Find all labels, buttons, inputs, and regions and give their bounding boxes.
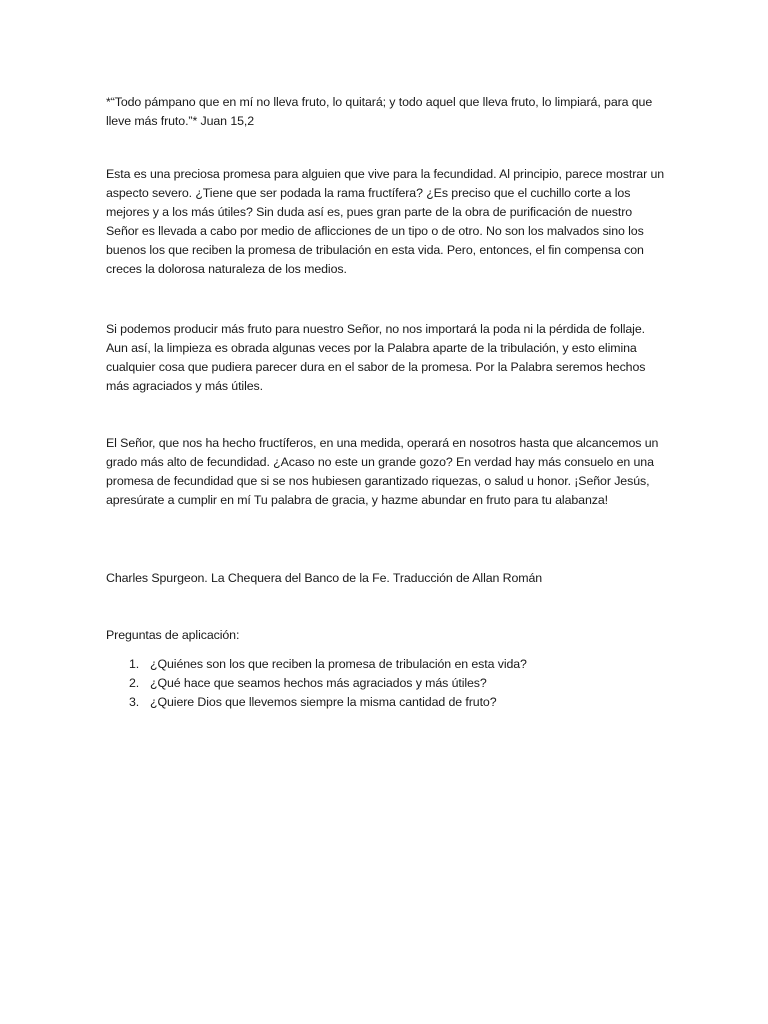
question-number: 1.: [129, 657, 140, 671]
scripture-quote: *“Todo pámpano que en mí no lleva fruto, lo quitará; y todo aquel que lleva fruto, lo limpiará, para que lleve más fruto.”* Juan 15,2: [106, 95, 653, 128]
paragraph-1: Esta es una preciosa promesa para alguien que vive para la fecundidad. Al principio, parece mostrar un aspecto severo. ¿Tiene que ser podada la rama fructífera? ¿Es preciso que el cuchillo corte a los mejores y a los más útiles? Sin duda así es, pues gran parte de la obra de purificación de nuestro Señor es llevada a cabo por medio de aflicciones de un tipo o de otro. No son los malvados sino los buenos los que reciben la promesa de tribulación en esta vida. Pero, entonces, el fin compensa con creces la dolorosa naturaleza de los medios.: [106, 167, 665, 276]
paragraph-3: El Señor, que nos ha hecho fructíferos, en una medida, operará en nosotros hasta que alcancemos un grado más alto de fecundidad. ¿Acaso no este un grande gozo? En verdad hay más consuelo en una promesa de fecundidad que si se nos hubiesen garantizado riquezas, o salud u honor. ¡Señor Jesús, apresúrate a cumplir en mí Tu palabra de gracia, y hazme abundar en fruto para tu alabanza!: [106, 436, 659, 507]
list-item: [106, 655, 666, 674]
question-number: 3.: [129, 695, 140, 709]
question-text: ¿Qué hace que seamos hechos más agraciados y más útiles?: [150, 676, 487, 690]
list-item: [106, 693, 666, 712]
attribution: Charles Spurgeon. La Chequera del Banco de la Fe. Traducción de Allan Román: [106, 571, 543, 585]
questions-list: [106, 655, 666, 712]
list-item: [106, 674, 666, 693]
question-text: ¿Quiénes son los que reciben la promesa de tribulación en esta vida?: [150, 657, 527, 671]
questions-heading: Preguntas de aplicación:: [106, 628, 240, 642]
paragraph-2: Si podemos producir más fruto para nuestro Señor, no nos importará la poda ni la pérdida de follaje. Aun así, la limpieza es obrada algunas veces por la Palabra aparte de la tribulación, y esto elimina cualquier cosa que pudiera parecer dura en el sabor de la promesa. Por la Palabra seremos hechos más agraciados y más útiles.: [106, 322, 646, 393]
question-text: ¿Quiere Dios que llevemos siempre la misma cantidad de fruto?: [150, 695, 497, 709]
question-number: 2.: [129, 676, 140, 690]
